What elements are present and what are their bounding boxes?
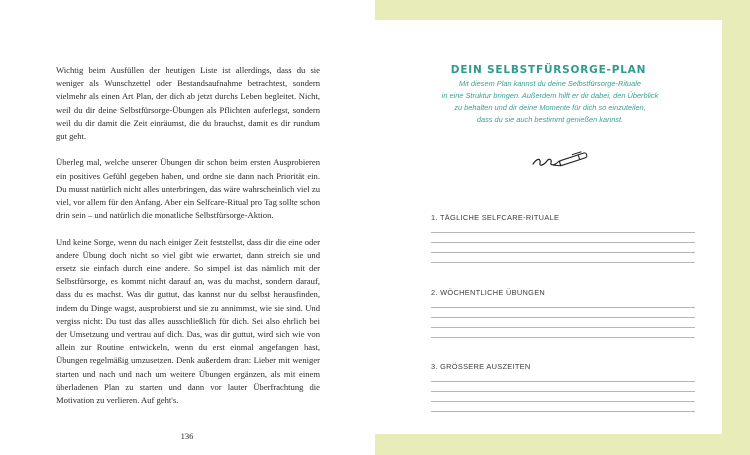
write-line[interactable] [431,242,695,243]
page-number: 136 [180,431,194,441]
intro-line: zu behalten und dir deine Momente für dich so einzuteilen, [454,103,646,112]
worksheet [375,20,722,434]
section-weekly-exercises [431,287,695,338]
write-line[interactable] [431,391,695,392]
write-line[interactable] [431,381,695,382]
section-label: 3. GRÖSSERE AUSZEITEN [431,362,531,371]
intro-line: Mit diesem Plan kannst du deine Selbstfürsorge-Rituale [459,79,641,88]
write-line[interactable] [431,232,695,233]
plan-title: DEIN SELBSTFÜRSORGE-PLAN [450,64,647,76]
section-daily-rituals [431,212,695,263]
write-line[interactable] [431,317,695,318]
write-line[interactable] [431,262,695,263]
right-page [375,0,750,455]
paragraph: Wichtig beim Ausfüllen der heutigen Liste ist allerdings, dass du sie weniger als Wunschzettel oder Bestandsaufnahme betrachtest, sondern vielmehr als einen Art Plan, der dich ab jetzt durchs Leben begleitet. Nicht, weil du dir deine Selbstfürsorge-Übungen als Pflichten auferlegst, sondern weil du dir damit die Zeit einräumst, die du brauchst, damit es dir rundum gut geht. [56,65,320,142]
write-line[interactable] [431,411,695,412]
section-label: 2. WÖCHENTLICHE ÜBUNGEN [431,288,546,297]
write-line[interactable] [431,252,695,253]
plan-intro [425,78,675,126]
write-line[interactable] [431,337,695,338]
intro-line: dass du sie auch bestimmt genießen kannst. [476,115,624,124]
intro-line: in eine Struktur bringen. Außerdem hilft er dir dabei, den Überblick [441,91,659,100]
section-bigger-breaks [431,361,695,412]
write-line[interactable] [431,307,695,308]
paragraph: Überleg mal, welche unserer Übungen dir schon beim ersten Ausprobieren ein positives Gefühl gegeben haben, und ordne sie dann nach Priorität ein. Du musst natürlich nicht alles unterbringen, das wäre wahrscheinlich viel zu viel, vor allem für den Anfang. Aber ein Selfcare-Ritual pro Tag sollte schon drin sein – und natürlich die monatliche Selbstfürsorge-Aktion. [56,157,320,221]
body-text [56,64,320,420]
pen-scribble-icon [529,144,595,172]
paragraph: Und keine Sorge, wenn du nach einiger Zeit feststellst, dass dir die eine oder andere Übung doch nicht so viel gibt wie erwartet, dann streich sie und ersetz sie einfach durch eine andere. So simpel ist das nämlich mit der Selbstfürsorge, es kommt nicht darauf an, was du machst, sondern darauf, dass du es machst. Was dir guttut, das kannst nur du selbst herausfinden, indem du Dinge wagst, ausprobierst und sie zu annimmst, wie sie sind. Und vergiss nicht: Du tust das alles ausschließlich für dich. Sei also ehrlich bei der Umsetzung und vertrau auf dich. Das, was dir guttut, wird sich wie von allein zur Routine entwickeln, wenn du erst einmal angefangen hast, Übungen regelmäßig umzusetzen. Denk außerdem dran: Lieber mit weniger starten und nach und nach um weitere Übungen ergänzen, als mit einem überladenen Plan zu starten und dann vor lauter Überfrachtung die Motivation zu verlieren. Auf geht's. [56,236,320,406]
write-line[interactable] [431,327,695,328]
section-label: 1. TÄGLICHE SELFCARE-RITUALE [431,213,560,222]
write-line[interactable] [431,401,695,402]
